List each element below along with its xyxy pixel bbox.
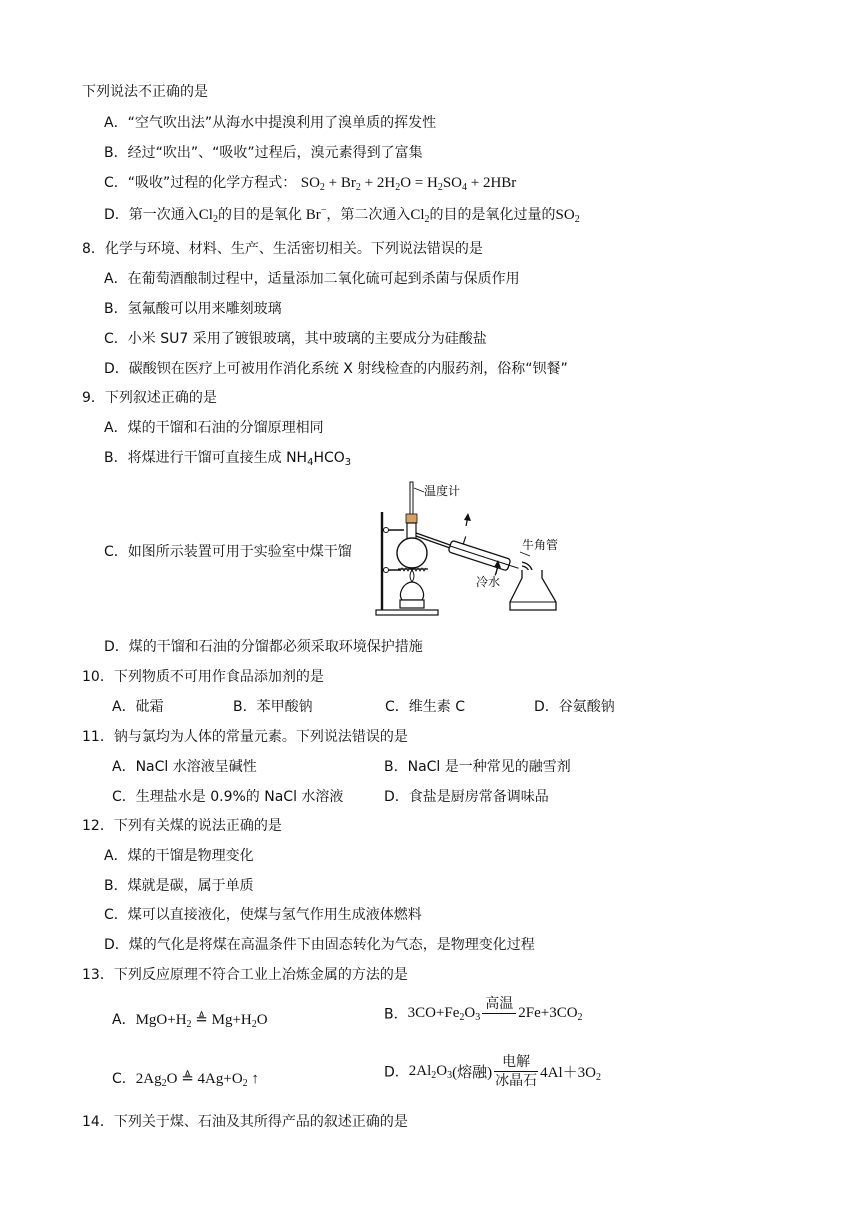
q10-option-c: C．维生素 C: [385, 699, 466, 715]
stand-base: [376, 610, 438, 615]
label-cold-water: 冷水: [476, 575, 501, 589]
q13-option-b-condition: 高温: [485, 996, 514, 1012]
q7-stem: 下列说法不正确的是: [82, 84, 208, 100]
q13-option-b: B．$3CO+Fe_2O_3$ 高温 $2Fe+3CO_2$: [384, 996, 583, 1023]
q8-option-d: D．碳酸钡在医疗上可被用作消化系统 X 射线检查的内服药剂，俗称“钡餐”: [104, 361, 568, 377]
q7-option-c-equation: $SO_2 + Br_2 + 2H_2O = H_2SO_4 + 2HBr$: [300, 175, 517, 193]
q10-option-a: A．砒霜: [112, 699, 164, 715]
q8-option-b: B．氢氟酸可以用来雕刻玻璃: [104, 301, 282, 317]
q13-option-a-label: A．: [112, 1012, 136, 1028]
distilling-flask: [397, 538, 427, 568]
q11-stem: 11．钠与氯均为人体的常量元素。下列说法错误的是: [82, 729, 408, 745]
q13-option-a: A．$MgO+H_2$ ≜ $Mg+H_2O$: [112, 1012, 268, 1030]
q7-option-d-part4: 的目的是氧化过量的: [429, 207, 556, 223]
q11-option-a: A．NaCl 水溶液呈碱性: [112, 759, 257, 775]
q7-option-d-part1: D．第一次通入: [104, 207, 199, 223]
q13-option-d-molten: (熔融): [452, 1065, 493, 1081]
q9-option-b: B．将煤进行干馏可直接生成 $NH_4HCO_3$: [104, 450, 352, 468]
q7-option-a: A．“空气吹出法”从海水中提溴利用了溴单质的挥发性: [104, 115, 437, 131]
label-thermometer: 温度计: [424, 484, 461, 498]
q13-option-c: C．$2Ag_2O$ ≜ $4Ag+O_2$ ↑: [112, 1071, 259, 1089]
q7-option-c: [104, 173, 516, 193]
receiving-flask: [510, 570, 556, 610]
q7-option-d-part3: ，第二次通入: [326, 207, 411, 223]
q14-stem: 14．下列关于煤、石油及其所得产品的叙述正确的是: [82, 1114, 408, 1130]
q7-option-d: D．第一次通入$Cl_2$的目的是氧化 Br−，第二次通入$Cl_2$的目的是氧化过量的$SO_2$: [104, 205, 580, 225]
q10-option-b: B．苯甲酸钠: [233, 699, 313, 715]
q13-option-d-label: D．: [384, 1064, 409, 1081]
q13-option-d-condition-bottom: 冰晶石: [495, 1073, 538, 1089]
q8-option-a: A．在葡萄酒酿制过程中，适量添加二氧化硫可起到杀菌与保质作用: [104, 271, 520, 287]
q11-option-c: C．生理盐水是 0.9%的 NaCl 水溶液: [112, 789, 344, 805]
q13-option-d-condition-top: 电解: [502, 1054, 531, 1070]
q13-stem: 13．下列反应原理不符合工业上冶炼金属的方法的是: [82, 967, 408, 983]
q12-option-c: C．煤可以直接液化，使煤与氢气作用生成液体燃料: [104, 907, 422, 923]
q9-option-b-prefix: B．将煤进行干馏可直接生成: [104, 450, 287, 466]
q13-option-c-label: C．: [112, 1071, 136, 1087]
q11-option-d: D．食盐是厨房常备调味品: [384, 789, 549, 805]
q7-option-d-part2: 的目的是氧化: [217, 207, 302, 223]
q12-stem: 12．下列有关煤的说法正确的是: [82, 818, 282, 834]
q12-option-a: A．煤的干馏是物理变化: [104, 848, 254, 864]
q13-option-d: D．$2Al_2O_3$(熔融) $\frac{\text{电解}}{\text{冰晶石}}$ $4Al+3O_2$: [384, 1054, 601, 1089]
q13-option-b-label: B．: [384, 1006, 408, 1023]
q12-option-b: B．煤就是碳，属于单质: [104, 878, 254, 894]
q9-option-d: D．煤的干馏和石油的分馏都必须采取环境保护措施: [104, 639, 423, 655]
q8-option-c: C．小米 SU7 采用了镀银玻璃，其中玻璃的主要成分为硅酸盐: [104, 331, 487, 347]
q9-stem: 9．下列叙述正确的是: [82, 390, 217, 406]
q8-stem: 8．化学与环境、材料、生产、生活密切相关。下列说法错误的是: [82, 241, 483, 257]
q7-option-c-prefix: C．“吸收”过程的化学方程式：: [104, 175, 297, 191]
alcohol-lamp: [400, 582, 423, 600]
q12-option-d: D．煤的气化是将煤在高温条件下由固态转化为气态，是物理变化过程: [104, 937, 535, 953]
q9-option-c: C．如图所示装置可用于实验室中煤干馏: [104, 544, 352, 560]
q10-stem: 10．下列物质不可用作食品添加剂的是: [82, 669, 324, 685]
q11-option-b: B．NaCl 是一种常见的融雪剂: [384, 759, 571, 775]
distillation-apparatus-figure: [372, 478, 582, 618]
q10-option-d: D．谷氨酸钠: [534, 699, 615, 715]
label-adapter-tube: 牛角管: [522, 538, 559, 552]
q7-option-b: B．经过“吹出”、“吸收”过程后，溴元素得到了富集: [104, 145, 423, 161]
q9-option-a: A．煤的干馏和石油的分馏原理相同: [104, 420, 324, 436]
